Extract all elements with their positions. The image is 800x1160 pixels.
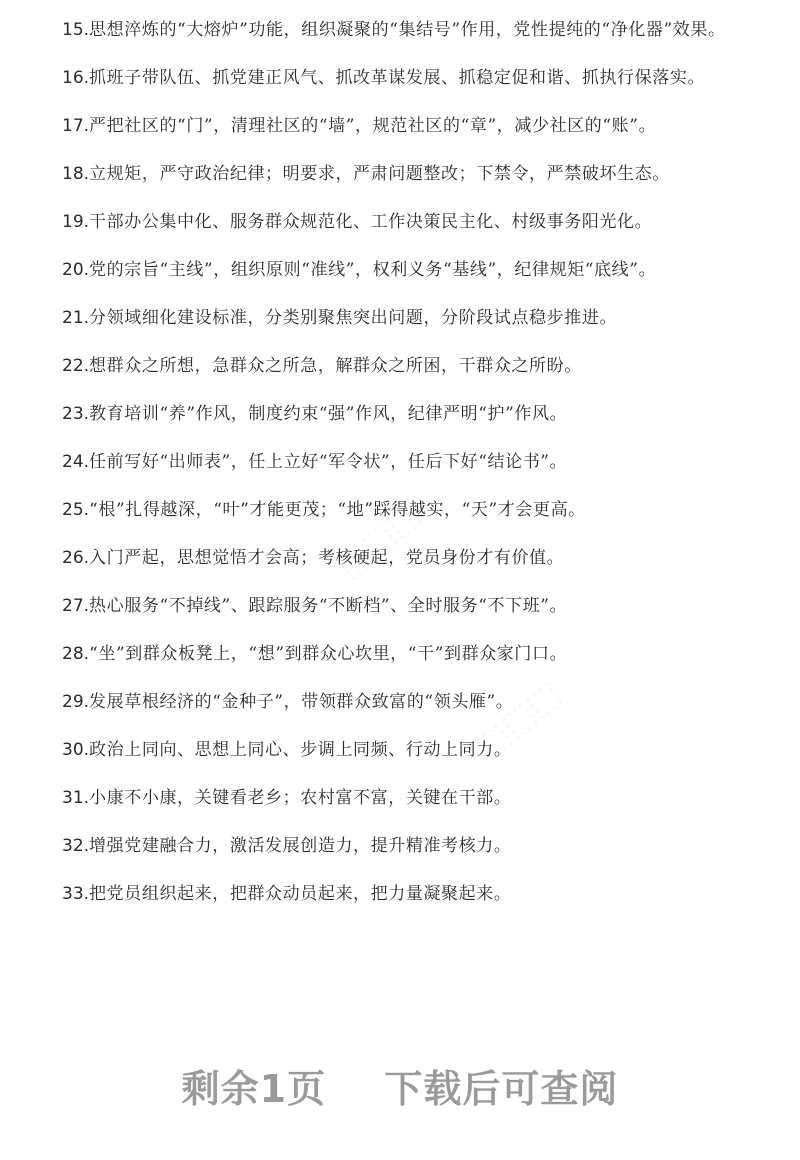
list-item	[30, 113, 790, 140]
item-number: 26.	[62, 548, 90, 568]
item-number: 27.	[62, 596, 90, 616]
item-number: 17.	[62, 116, 90, 136]
item-list	[30, 17, 790, 929]
list-item	[30, 161, 790, 188]
list-item	[30, 305, 790, 332]
item-number: 25.	[62, 500, 90, 520]
item-text: 想群众之所想，急群众之所急，解群众之所困，干群众之所盼。	[89, 356, 582, 376]
download-banner[interactable]	[0, 1058, 800, 1113]
item-text: 增强党建融合力，激活发展创造力，提升精准考核力。	[89, 836, 512, 856]
list-item	[30, 881, 790, 908]
item-number: 21.	[62, 308, 90, 328]
list-item	[30, 65, 790, 92]
item-number: 24.	[62, 452, 90, 472]
item-number: 16.	[62, 68, 90, 88]
item-number: 30.	[62, 740, 90, 760]
item-text: 政治上同向、思想上同心、步调上同频、行动上同力。	[89, 740, 512, 760]
item-number: 19.	[62, 212, 90, 232]
item-text: 把党员组织起来，把群众动员起来，把力量凝聚起来。	[89, 884, 512, 904]
item-text: 发展草根经济的“金种子”，带领群众致富的“领头雁”。	[89, 692, 514, 712]
item-number: 29.	[62, 692, 90, 712]
item-text: 立规矩，严守政治纪律；明要求，严肃问题整改；下禁令，严禁破坏生态。	[89, 164, 670, 184]
item-text: 入门严起，思想觉悟才会高；考核硬起，党员身份才有价值。	[89, 548, 565, 568]
item-text: 教育培训“养”作风，制度约束“强”作风，纪律严明“护”作风。	[89, 404, 568, 424]
remaining-pages-text: 剩余1页	[181, 1067, 327, 1111]
list-item	[30, 689, 790, 716]
list-item	[30, 401, 790, 428]
list-item	[30, 641, 790, 668]
watermark: ⬚⬚⬚	[468, 673, 568, 767]
item-text: 党的宗旨“主线”，组织原则“准线”，权利义务“基线”，纪律规矩“底线”。	[89, 260, 657, 280]
item-text: 热心服务“不掉线”、跟踪服务“不断档”、全时服务“不下班”。	[89, 596, 568, 616]
list-item	[30, 17, 790, 44]
item-number: 28.	[62, 644, 90, 664]
item-text: “坐”到群众板凳上，“想”到群众心坎里，“干”到群众家门口。	[89, 644, 568, 664]
list-item	[30, 353, 790, 380]
item-number: 20.	[62, 260, 90, 280]
item-text: “根”扎得越深，“叶”才能更茂；“地”踩得越实，“天”才会更高。	[89, 500, 586, 520]
item-text: 思想淬炼的“大熔炉”功能，组织凝聚的“集结号”作用，党性提纯的“净化器”效果。	[89, 20, 726, 40]
item-text: 分领域细化建设标准，分类别聚焦突出问题，分阶段试点稳步推进。	[89, 308, 618, 328]
item-number: 32.	[62, 836, 90, 856]
item-number: 18.	[62, 164, 90, 184]
list-item	[30, 785, 790, 812]
item-number: 23.	[62, 404, 90, 424]
item-text: 严把社区的“门”，清理社区的“墙”，规范社区的“章”，减少社区的“账”。	[89, 116, 657, 136]
download-to-view-text: 下载后可查阅	[384, 1067, 619, 1111]
list-item	[30, 737, 790, 764]
list-item	[30, 593, 790, 620]
list-item	[30, 497, 790, 524]
list-item	[30, 545, 790, 572]
item-number: 22.	[62, 356, 90, 376]
list-item	[30, 257, 790, 284]
list-item	[30, 209, 790, 236]
item-text: 任前写好“出师表”，任上立好“军令状”，任后下好“结论书”。	[89, 452, 568, 472]
item-number: 33.	[62, 884, 90, 904]
item-number: 15.	[62, 20, 90, 40]
item-text: 抓班子带队伍、抓党建正风气、抓改革谋发展、抓稳定促和谐、抓执行保落实。	[89, 68, 706, 88]
item-text: 小康不小康，关键看老乡；农村富不富，关键在干部。	[89, 788, 512, 808]
watermark: ⬚⬚⬚	[328, 493, 428, 587]
item-number: 31.	[62, 788, 90, 808]
list-item	[30, 833, 790, 860]
list-item	[30, 449, 790, 476]
item-text: 干部办公集中化、服务群众规范化、工作决策民主化、村级事务阳光化。	[89, 212, 653, 232]
